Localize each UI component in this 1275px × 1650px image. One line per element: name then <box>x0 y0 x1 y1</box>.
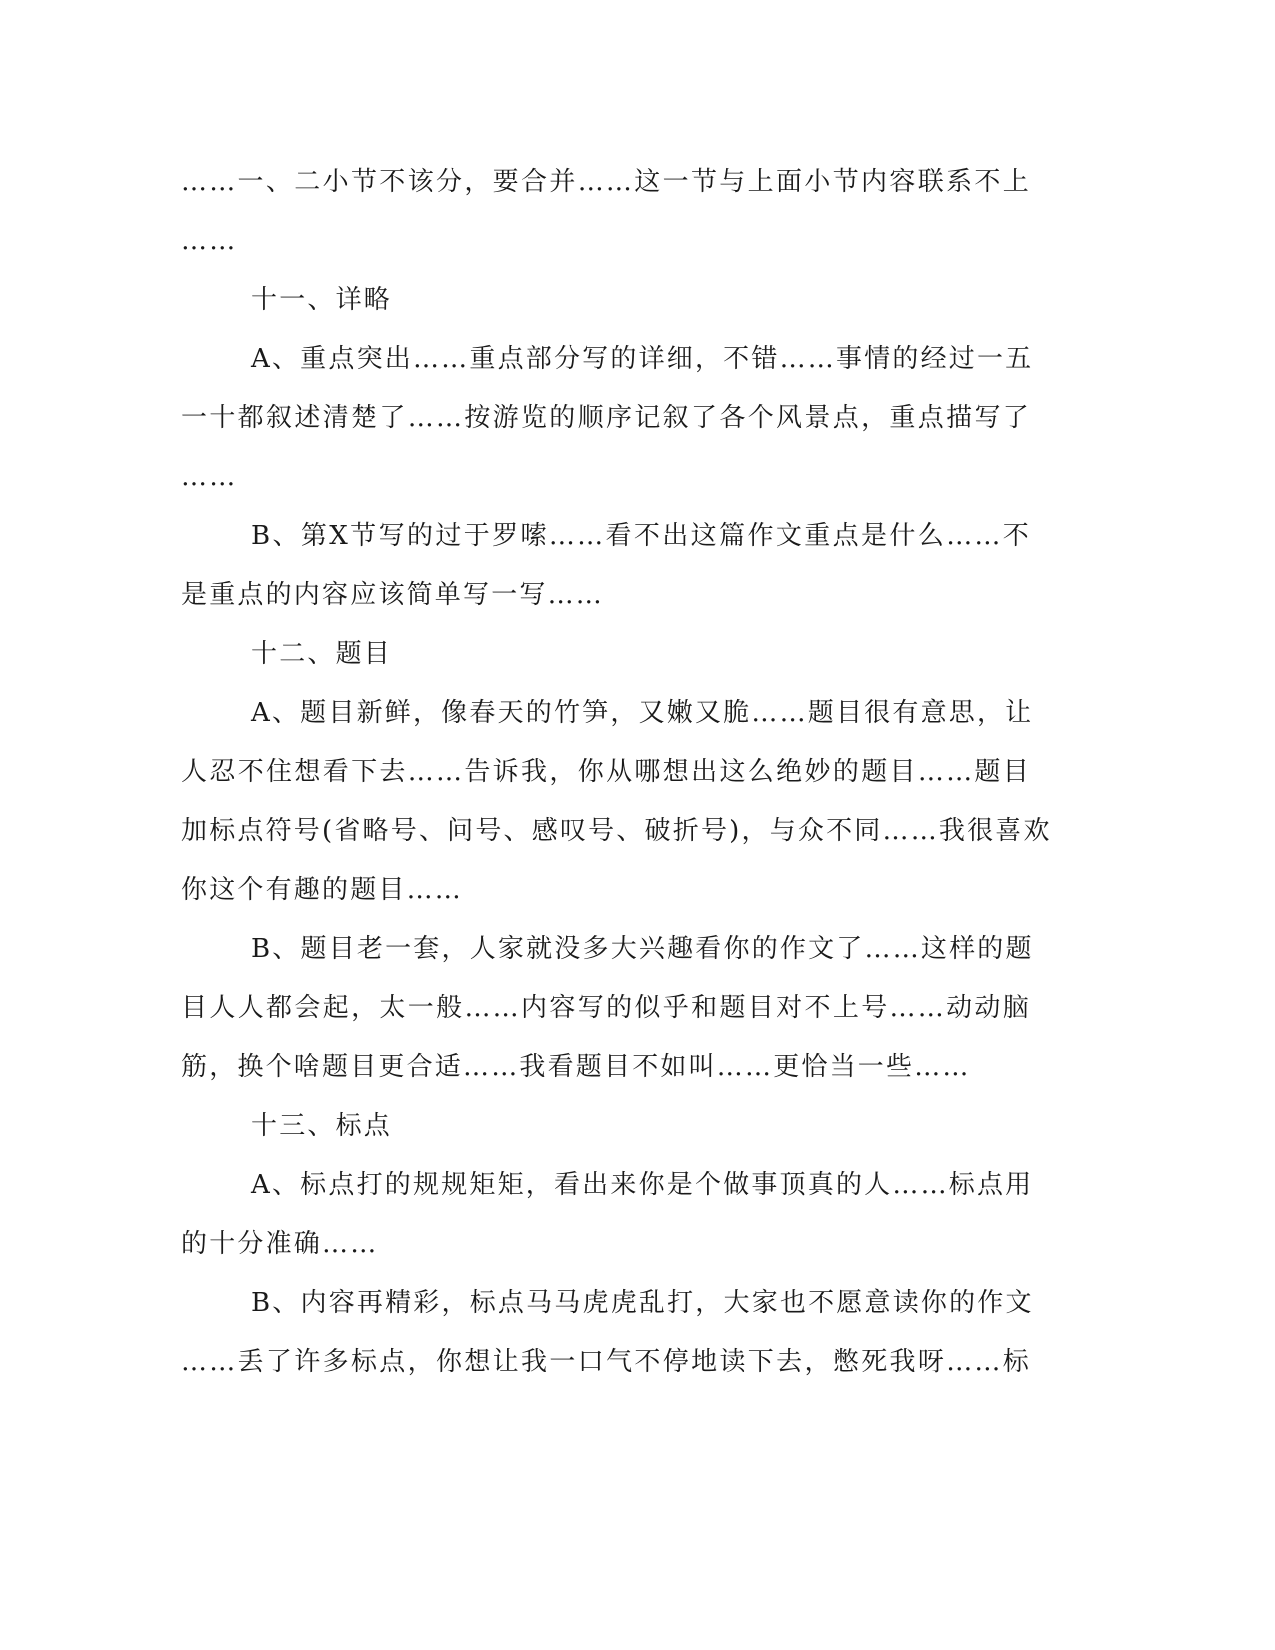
body-text-line: A、重点突出……重点部分写的详细，不错……事情的经过一五 <box>251 344 1034 374</box>
body-text-line: ……一、二小节不该分，要合并……这一节与上面小节内容联系不上 <box>181 167 1031 197</box>
body-text-line: 你这个有趣的题目…… <box>181 875 464 905</box>
section-heading: 十一、详略 <box>251 285 393 315</box>
body-text-line: B、内容再精彩，标点马马虎虎乱打，大家也不愿意读你的作文 <box>251 1288 1034 1318</box>
body-text-line: …… <box>181 462 238 492</box>
section-heading: 十二、题目 <box>251 639 393 669</box>
body-text-line: 人忍不住想看下去……告诉我，你从哪想出这么绝妙的题目……题目 <box>181 757 1031 787</box>
body-text-line: 一十都叙述清楚了……按游览的顺序记叙了各个风景点，重点描写了 <box>181 403 1031 433</box>
body-text-line: 筋，换个啥题目更合适……我看题目不如叫……更恰当一些…… <box>181 1052 971 1082</box>
body-text-line: 是重点的内容应该简单写一写…… <box>181 580 605 610</box>
section-heading: 十三、标点 <box>251 1111 393 1141</box>
document-page <box>181 153 1052 1392</box>
body-text-line: A、题目新鲜，像春天的竹笋，又嫩又脆……题目很有意思，让 <box>251 698 1034 728</box>
body-text-line: 目人人都会起，太一般……内容写的似乎和题目对不上号……动动脑 <box>181 993 1031 1023</box>
body-text-line: 的十分准确…… <box>181 1229 379 1259</box>
body-text-line: ……丢了许多标点，你想让我一口气不停地读下去，憋死我呀……标 <box>181 1347 1031 1377</box>
body-text-line: B、第X节写的过于罗嗦……看不出这篇作文重点是什么……不 <box>251 521 1031 551</box>
body-text-line: A、标点打的规规矩矩，看出来你是个做事顶真的人……标点用 <box>251 1170 1034 1200</box>
body-text-line: 加标点符号(省略号、问号、感叹号、破折号)，与众不同……我很喜欢 <box>181 816 1052 846</box>
body-text-line: B、题目老一套，人家就没多大兴趣看你的作文了……这样的题 <box>251 934 1034 964</box>
body-text-line: …… <box>181 226 238 256</box>
